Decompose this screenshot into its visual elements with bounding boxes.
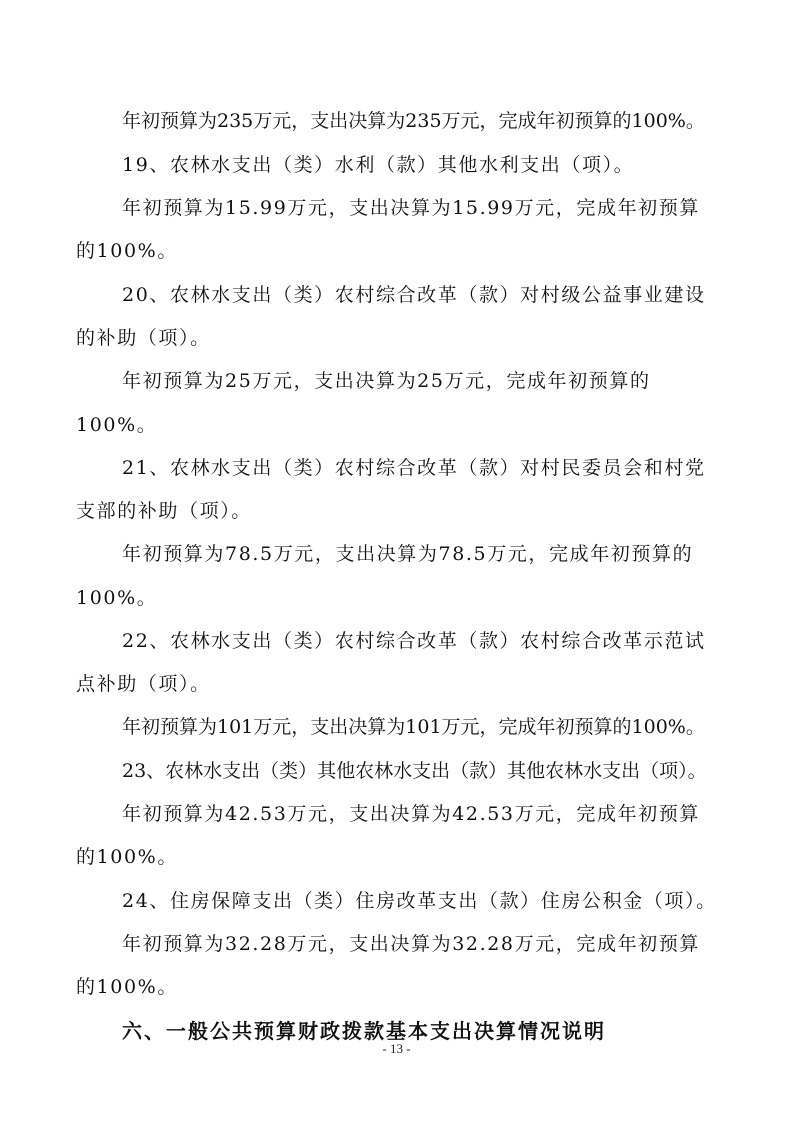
paragraph-line: 年初预算为235万元，支出决算为235万元，完成年初预算的100%。 bbox=[122, 110, 705, 132]
paragraph-line: 22、农林水支出（类）农村综合改革（款）农村综合改革示范试 bbox=[122, 630, 706, 652]
paragraph-line: 19、农林水支出（类）水利（款）其他水利支出（项）。 bbox=[122, 154, 635, 176]
paragraph-line: 100%。 bbox=[76, 587, 158, 609]
paragraph-line: 年初预算为78.5万元，支出决算为78.5万元，完成年初预算的 bbox=[122, 543, 694, 565]
paragraph-line: 100%。 bbox=[76, 414, 158, 436]
paragraph-line: 20、农林水支出（类）农村综合改革（款）对村级公益事业建设 bbox=[122, 284, 706, 306]
paragraph-line: 的100%。 bbox=[76, 846, 178, 868]
section-heading: 六、一般公共预算财政拨款基本支出决算情况说明 bbox=[122, 1019, 606, 1043]
page-number: - 13 - bbox=[382, 1041, 411, 1056]
paragraph-line: 年初预算为32.28万元，支出决算为32.28万元，完成年初预算 bbox=[122, 933, 700, 955]
paragraph-line: 点补助（项）。 bbox=[76, 673, 211, 695]
paragraph-line: 24、住房保障支出（类）住房改革支出（款）住房公积金（项）。 bbox=[122, 890, 717, 912]
paragraph-line: 年初预算为101万元，支出决算为101万元，完成年初预算的100%。 bbox=[122, 716, 705, 738]
paragraph-line: 的补助（项）。 bbox=[76, 327, 211, 349]
paragraph-line: 21、农林水支出（类）农村综合改革（款）对村民委员会和村党 bbox=[122, 457, 706, 479]
paragraph-line: 年初预算为15.99万元，支出决算为15.99万元，完成年初预算 bbox=[122, 197, 700, 219]
paragraph-line: 支部的补助（项）。 bbox=[76, 500, 252, 522]
paragraph-line: 的100%。 bbox=[76, 240, 178, 262]
paragraph-line: 23、农林水支出（类）其他农林水支出（款）其他农林水支出（项）。 bbox=[122, 760, 707, 782]
paragraph-line: 年初预算为42.53万元，支出决算为42.53万元，完成年初预算 bbox=[122, 803, 700, 825]
paragraph-line: 的100%。 bbox=[76, 976, 178, 998]
paragraph-line: 年初预算为25万元，支出决算为25万元，完成年初预算的 bbox=[122, 370, 651, 392]
